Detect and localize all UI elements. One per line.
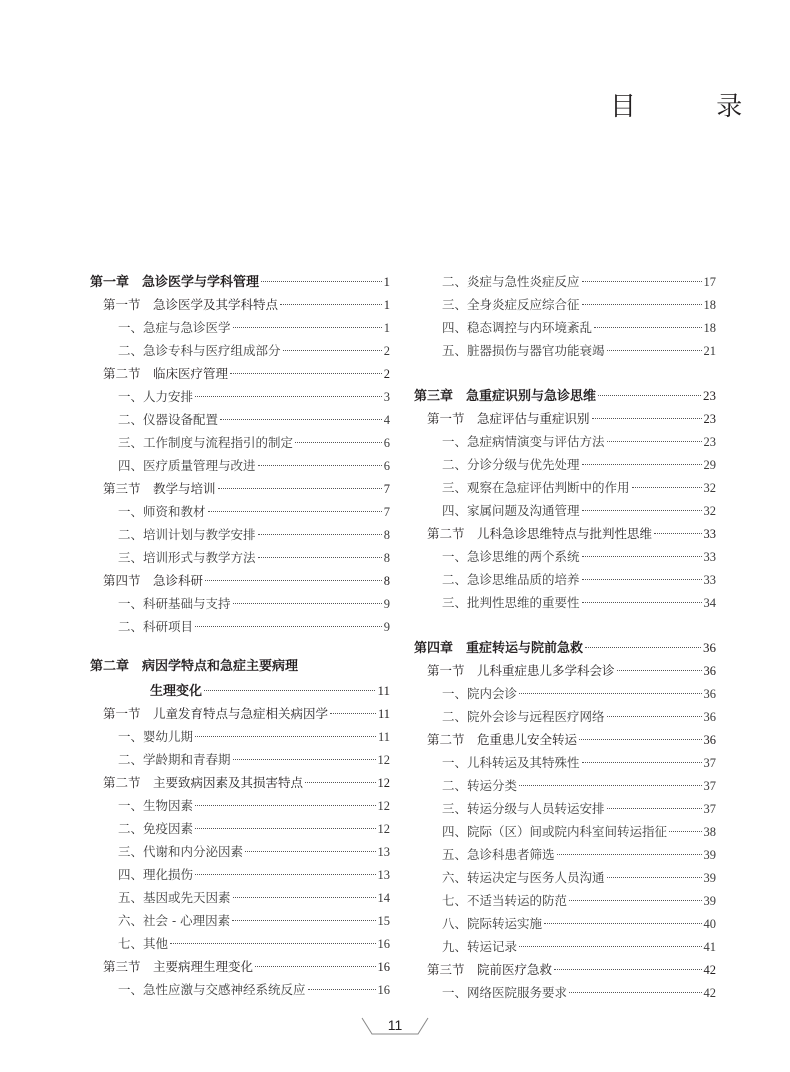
toc-entry-page: 21 <box>703 344 716 358</box>
leader-dots <box>232 920 375 921</box>
toc-subsection-entry[interactable] <box>90 615 390 638</box>
toc-subsection-entry[interactable] <box>90 454 390 477</box>
toc-subsection-entry[interactable] <box>414 820 716 843</box>
toc-entry-page: 1 <box>383 321 390 335</box>
toc-subsection-entry[interactable] <box>414 545 716 568</box>
toc-entry-page: 39 <box>703 894 716 908</box>
toc-subsection-entry[interactable] <box>90 863 390 886</box>
toc-subsection-entry[interactable] <box>414 430 716 453</box>
toc-entry-label: 一、急性应激与交感神经系统反应 <box>118 982 306 997</box>
toc-entry-page: 23 <box>703 388 716 403</box>
leader-dots <box>258 557 382 558</box>
toc-entry-page: 6 <box>383 436 390 450</box>
toc-section-entry[interactable] <box>90 477 390 500</box>
toc-entry-label: 第一节 急症评估与重症识别 <box>427 411 590 426</box>
toc-entry-label: 四、医疗质量管理与改进 <box>118 458 256 473</box>
toc-entry-label: 第一章 急诊医学与学科管理 <box>90 275 260 290</box>
toc-entry-label: 三、培训形式与教学方法 <box>118 550 256 565</box>
toc-entry-label: 二、院外会诊与远程医疗网络 <box>442 709 605 724</box>
toc-right-column <box>414 270 716 1004</box>
toc-left-column <box>90 270 390 1001</box>
toc-subsection-entry[interactable] <box>414 751 716 774</box>
toc-subsection-entry[interactable] <box>90 316 390 339</box>
toc-entry-page: 16 <box>377 960 390 974</box>
leader-dots <box>230 373 382 374</box>
leader-dots <box>582 464 702 465</box>
toc-section-entry[interactable] <box>90 702 390 725</box>
toc-entry-label: 一、儿科转运及其特殊性 <box>442 755 580 770</box>
toc-entry-label: 第三节 院前医疗急救 <box>427 962 553 977</box>
toc-chapter-entry[interactable] <box>90 270 390 293</box>
toc-entry-label: 三、批判性思维的重要性 <box>442 595 580 610</box>
toc-entry-label: 一、网络医院服务要求 <box>442 985 568 1000</box>
toc-list-chapter2 <box>90 702 390 1001</box>
toc-entry-page: 29 <box>703 458 716 472</box>
toc-entry-label: 六、转运决定与医务人员沟通 <box>442 870 605 885</box>
toc-entry-label: 三、观察在急症评估判断中的作用 <box>442 480 630 495</box>
leader-dots <box>283 350 382 351</box>
toc-entry-page: 34 <box>703 596 716 610</box>
toc-entry-page: 16 <box>377 937 390 951</box>
toc-section-entry[interactable] <box>90 293 390 316</box>
toc-subsection-entry[interactable] <box>414 935 716 958</box>
toc-entry-label: 二、急诊专科与医疗组成部分 <box>118 343 281 358</box>
toc-section-entry[interactable] <box>90 569 390 592</box>
leader-dots <box>195 626 382 627</box>
toc-entry-page: 36 <box>703 733 716 747</box>
toc-entry-page: 7 <box>383 482 390 496</box>
toc-entry-page: 23 <box>703 412 716 426</box>
toc-entry-label: 二、培训计划与教学安排 <box>118 527 256 542</box>
leader-dots <box>295 442 382 443</box>
toc-entry-page: 2 <box>383 367 390 381</box>
leader-dots <box>233 603 382 604</box>
toc-entry-page: 12 <box>377 776 390 790</box>
leader-dots <box>308 989 376 990</box>
toc-entry-page: 32 <box>703 481 716 495</box>
toc-entry-label: 第一节 急诊医学及其学科特点 <box>103 297 279 312</box>
toc-entry-page: 12 <box>377 799 390 813</box>
leader-dots <box>208 511 382 512</box>
toc-entry-label: 三、代谢和内分泌因素 <box>118 844 244 859</box>
toc-entry-label: 五、急诊科患者筛选 <box>442 847 555 862</box>
toc-subsection-entry[interactable] <box>90 592 390 615</box>
leader-dots <box>607 350 702 351</box>
leader-dots <box>569 900 701 901</box>
toc-entry-label: 第三节 教学与培训 <box>103 481 216 496</box>
leader-dots <box>582 556 702 557</box>
toc-entry-label: 五、脏器损伤与器官功能衰竭 <box>442 343 605 358</box>
toc-entry-label: 四、稳态调控与内环境紊乱 <box>442 320 593 335</box>
leader-dots <box>261 281 381 282</box>
toc-subsection-entry[interactable] <box>414 682 716 705</box>
toc-subsection-entry[interactable] <box>90 932 390 955</box>
toc-entry-page: 4 <box>383 413 390 427</box>
leader-dots <box>585 647 701 648</box>
toc-entry-label: 一、院内会诊 <box>442 686 518 701</box>
toc-entry-page: 12 <box>377 822 390 836</box>
toc-entry-label: 一、急症与急诊医学 <box>118 320 231 335</box>
leader-dots <box>170 943 375 944</box>
page-number-badge <box>360 1014 430 1038</box>
toc-entry-page: 16 <box>377 983 390 997</box>
toc-entry-label: 第一节 儿科重症患儿多学科会诊 <box>427 663 615 678</box>
leader-dots <box>195 874 375 875</box>
toc-section-entry[interactable] <box>90 771 390 794</box>
toc-entry-label: 五、基因或先天因素 <box>118 890 231 905</box>
toc-subsection-entry[interactable] <box>90 909 390 932</box>
leader-dots <box>258 534 382 535</box>
toc-entry-label: 二、转运分类 <box>442 778 518 793</box>
toc-subsection-entry[interactable] <box>414 797 716 820</box>
toc-entry-label: 第一节 儿童发育特点与急症相关病因学 <box>103 706 329 721</box>
leader-dots <box>582 602 702 603</box>
page-number: 11 <box>387 1017 403 1033</box>
toc-subsection-entry[interactable] <box>414 774 716 797</box>
leader-dots <box>582 281 702 282</box>
toc-subsection-entry[interactable] <box>90 886 390 909</box>
leader-dots <box>245 851 375 852</box>
leader-dots <box>607 441 702 442</box>
toc-entry-page: 7 <box>383 505 390 519</box>
toc-entry-label: 三、全身炎症反应综合征 <box>442 297 580 312</box>
leader-dots <box>579 739 701 740</box>
toc-chapter-entry[interactable] <box>414 384 716 407</box>
toc-entry-page: 9 <box>383 597 390 611</box>
leader-dots <box>632 487 702 488</box>
leader-dots <box>592 418 702 419</box>
leader-dots <box>569 992 701 993</box>
toc-subsection-entry[interactable] <box>90 840 390 863</box>
toc-subsection-entry[interactable] <box>414 705 716 728</box>
leader-dots <box>233 897 376 898</box>
toc-section-entry[interactable] <box>414 407 716 430</box>
toc-entry-label: 一、婴幼儿期 <box>118 729 194 744</box>
toc-entry-page: 8 <box>383 551 390 565</box>
chapter2-title-line1: 第二章 病因学特点和急症主要病理 <box>90 659 299 674</box>
toc-entry-label: 二、科研项目 <box>118 619 194 634</box>
toc-entry-label: 第三节 主要病理生理变化 <box>103 959 254 974</box>
toc-entry-label: 二、学龄期和青春期 <box>118 752 231 767</box>
toc-entry-page: 33 <box>703 550 716 564</box>
toc-subsection-entry[interactable] <box>414 591 716 614</box>
toc-entry-page: 36 <box>703 664 716 678</box>
toc-entry-label: 二、急诊思维品质的培养 <box>442 572 580 587</box>
toc-entry-page: 17 <box>703 275 716 289</box>
toc-entry-label: 一、科研基础与支持 <box>118 596 231 611</box>
toc-subsection-entry[interactable] <box>90 978 390 1001</box>
leader-dots <box>554 969 701 970</box>
toc-entry-label: 一、人力安排 <box>118 389 194 404</box>
toc-entry-page: 36 <box>703 710 716 724</box>
toc-entry-page: 42 <box>703 963 716 977</box>
toc-entry-page: 2 <box>383 344 390 358</box>
toc-subsection-entry[interactable] <box>414 270 716 293</box>
toc-entry-label: 第三章 急重症识别与急诊思维 <box>414 389 597 404</box>
toc-entry-page: 37 <box>703 802 716 816</box>
toc-subsection-entry[interactable] <box>90 500 390 523</box>
toc-subsection-entry[interactable] <box>414 568 716 591</box>
toc-entry-page: 11 <box>377 707 390 721</box>
toc-entry-label: 二、炎症与急性炎症反应 <box>442 274 580 289</box>
leader-dots <box>519 785 701 786</box>
toc-entry-label: 一、师资和教材 <box>118 504 206 519</box>
toc-entry-page: 8 <box>383 574 390 588</box>
toc-section-entry[interactable] <box>414 522 716 545</box>
toc-subsection-entry[interactable] <box>90 523 390 546</box>
toc-subsection-entry[interactable] <box>414 843 716 866</box>
leader-dots <box>617 670 702 671</box>
toc-entry-page: 32 <box>703 504 716 518</box>
chapter2-title-line2: 生理变化 <box>150 684 203 699</box>
leader-dots <box>330 713 376 714</box>
toc-subsection-entry[interactable] <box>414 499 716 522</box>
toc-entry-label: 四、理化损伤 <box>118 867 194 882</box>
toc-entry-page: 33 <box>703 527 716 541</box>
leader-dots <box>582 510 702 511</box>
toc-section-entry[interactable] <box>414 728 716 751</box>
toc-list-chapter4 <box>414 636 716 1004</box>
toc-entry-page: 1 <box>383 298 390 312</box>
toc-entry-page: 40 <box>703 917 716 931</box>
leader-dots <box>233 759 376 760</box>
leader-dots <box>544 923 701 924</box>
leader-dots <box>582 304 702 305</box>
toc-entry-page: 39 <box>703 871 716 885</box>
chapter2-page: 11 <box>377 683 390 698</box>
leader-dots <box>233 327 382 328</box>
leader-dots <box>204 690 375 691</box>
toc-entry-label: 二、分诊分级与优先处理 <box>442 457 580 472</box>
leader-dots <box>218 488 382 489</box>
toc-subsection-entry[interactable] <box>90 408 390 431</box>
leader-dots <box>519 946 701 947</box>
toc-chapter-entry[interactable] <box>414 636 716 659</box>
toc-entry-label: 七、其他 <box>118 936 169 951</box>
leader-dots <box>607 808 702 809</box>
toc-entry-label: 四、院际（区）间或院内科室间转运指征 <box>442 824 668 839</box>
leader-dots <box>557 854 702 855</box>
page-title: 目 录 <box>610 92 779 122</box>
chapter2-title-line2-row <box>90 679 390 702</box>
leader-dots <box>582 762 702 763</box>
toc-entry-page: 14 <box>377 891 390 905</box>
leader-dots <box>280 304 382 305</box>
toc-entry-label: 第二节 临床医疗管理 <box>103 366 229 381</box>
toc-subsection-entry[interactable] <box>90 794 390 817</box>
toc-subsection-entry[interactable] <box>414 912 716 935</box>
toc-list-chapter2-cont <box>414 270 716 362</box>
toc-subsection-entry[interactable] <box>414 339 716 362</box>
leader-dots <box>195 828 375 829</box>
toc-entry-page: 38 <box>703 825 716 839</box>
toc-subsection-entry[interactable] <box>414 453 716 476</box>
toc-subsection-entry[interactable] <box>90 748 390 771</box>
toc-section-entry[interactable] <box>414 659 716 682</box>
toc-entry-page: 6 <box>383 459 390 473</box>
toc-section-entry[interactable] <box>414 958 716 981</box>
toc-subsection-entry[interactable] <box>90 546 390 569</box>
leader-dots <box>607 877 702 878</box>
toc-subsection-entry[interactable] <box>90 817 390 840</box>
toc-entry-label: 三、转运分级与人员转运安排 <box>442 801 605 816</box>
toc-entry-label: 第四章 重症转运与院前急救 <box>414 641 584 656</box>
toc-entry-page: 12 <box>377 753 390 767</box>
toc-entry-label: 三、工作制度与流程指引的制定 <box>118 435 294 450</box>
toc-entry-page: 8 <box>383 528 390 542</box>
toc-entry-label: 六、社会 - 心理因素 <box>118 913 231 928</box>
toc-section-entry[interactable] <box>90 955 390 978</box>
toc-entry-label: 第二节 儿科急诊思维特点与批判性思维 <box>427 526 653 541</box>
leader-dots <box>598 395 701 396</box>
toc-subsection-entry[interactable] <box>90 339 390 362</box>
toc-entry-label: 第二节 主要致病因素及其损害特点 <box>103 775 304 790</box>
leader-dots <box>519 693 701 694</box>
leader-dots <box>582 579 702 580</box>
toc-entry-label: 八、院际转运实施 <box>442 916 543 931</box>
toc-entry-label: 二、免疫因素 <box>118 821 194 836</box>
toc-entry-label: 一、生物因素 <box>118 798 194 813</box>
leader-dots <box>594 327 701 328</box>
toc-entry-page: 18 <box>703 298 716 312</box>
toc-entry-page: 3 <box>383 390 390 404</box>
toc-subsection-entry[interactable] <box>90 725 390 748</box>
toc-entry-page: 9 <box>383 620 390 634</box>
toc-entry-label: 四、家属问题及沟通管理 <box>442 503 580 518</box>
toc-list-chapter3 <box>414 384 716 614</box>
toc-list-chapter1 <box>90 270 390 638</box>
toc-entry-page: 15 <box>377 914 390 928</box>
leader-dots <box>607 716 702 717</box>
leader-dots <box>258 465 382 466</box>
toc-entry-page: 11 <box>377 730 390 744</box>
toc-entry-page: 36 <box>703 640 716 655</box>
toc-entry-page: 33 <box>703 573 716 587</box>
toc-entry-page: 41 <box>703 940 716 954</box>
toc-subsection-entry[interactable] <box>90 385 390 408</box>
toc-entry-label: 七、不适当转运的防范 <box>442 893 568 908</box>
toc-entry-label: 第四节 急诊科研 <box>103 573 204 588</box>
toc-subsection-entry[interactable] <box>414 316 716 339</box>
toc-chapter2-heading[interactable] <box>90 655 390 702</box>
toc-entry-page: 36 <box>703 687 716 701</box>
toc-entry-page: 23 <box>703 435 716 449</box>
leader-dots <box>305 782 375 783</box>
toc-entry-label: 一、急症病情演变与评估方法 <box>442 434 605 449</box>
toc-subsection-entry[interactable] <box>414 981 716 1004</box>
toc-entry-label: 第二节 危重患儿安全转运 <box>427 732 578 747</box>
toc-subsection-entry[interactable] <box>414 889 716 912</box>
leader-dots <box>654 533 701 534</box>
toc-entry-page: 42 <box>703 986 716 1000</box>
toc-entry-label: 一、急诊思维的两个系统 <box>442 549 580 564</box>
toc-subsection-entry[interactable] <box>414 293 716 316</box>
toc-subsection-entry[interactable] <box>90 431 390 454</box>
toc-entry-label: 九、转运记录 <box>442 939 518 954</box>
toc-subsection-entry[interactable] <box>414 866 716 889</box>
toc-subsection-entry[interactable] <box>414 476 716 499</box>
leader-dots <box>195 396 382 397</box>
toc-section-entry[interactable] <box>90 362 390 385</box>
leader-dots <box>255 966 375 967</box>
toc-entry-page: 18 <box>703 321 716 335</box>
toc-entry-page: 39 <box>703 848 716 862</box>
leader-dots <box>669 831 701 832</box>
leader-dots <box>205 580 382 581</box>
leader-dots <box>195 805 375 806</box>
toc-entry-page: 13 <box>377 868 390 882</box>
toc-entry-label: 二、仪器设备配置 <box>118 412 219 427</box>
toc-entry-page: 13 <box>377 845 390 859</box>
toc-entry-page: 37 <box>703 756 716 770</box>
toc-entry-page: 1 <box>383 274 390 289</box>
toc-entry-page: 37 <box>703 779 716 793</box>
leader-dots <box>195 736 376 737</box>
leader-dots <box>220 419 382 420</box>
